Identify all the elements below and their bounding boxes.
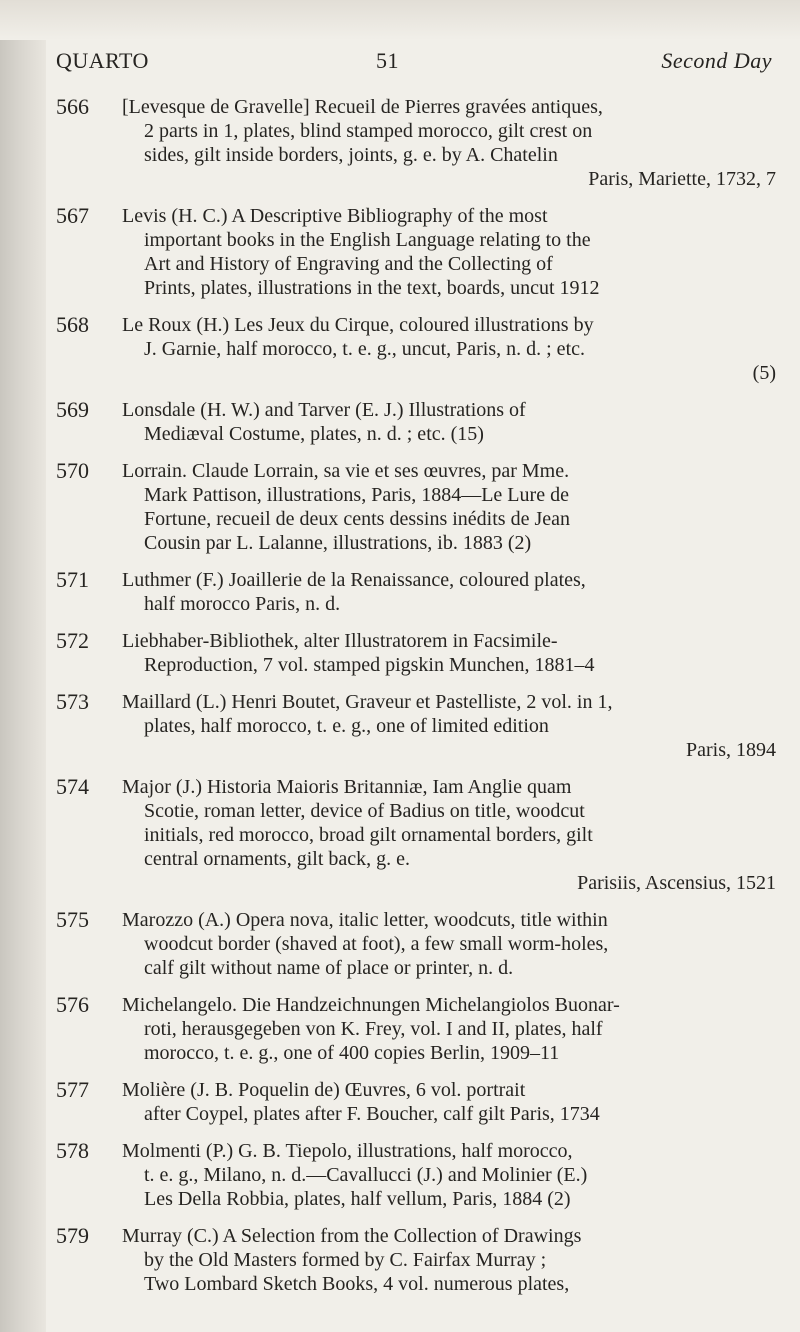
- lot-number: 571: [56, 567, 89, 592]
- description-line: after Coypel, plates after F. Boucher, calf gilt Paris, 1734: [144, 1103, 600, 1125]
- catalogue-entry: [56, 993, 776, 1065]
- description-line: Lorrain. Claude Lorrain, sa vie et ses œuvres, par Mme.: [122, 460, 570, 482]
- description-line: Luthmer (F.) Joaillerie de la Renaissance, coloured plates,: [122, 569, 586, 591]
- description-line: calf gilt without name of place or printer, n. d.: [144, 957, 514, 979]
- header-sale-day: Second Day: [661, 48, 772, 73]
- description-line: Scotie, roman letter, device of Badius on title, woodcut: [144, 800, 585, 822]
- lot-number: 578: [56, 1138, 89, 1163]
- description-line: Molière (J. B. Poquelin de) Œuvres, 6 vol. portrait: [122, 1079, 526, 1101]
- catalogue-entry: [56, 629, 776, 677]
- description-line: Mark Pattison, illustrations, Paris, 1884—Le Lure de: [144, 484, 569, 506]
- description-line: important books in the English Language relating to the: [144, 229, 591, 251]
- lot-description: [122, 568, 776, 616]
- description-line: morocco, t. e. g., one of 400 copies Berlin, 1909–11: [144, 1042, 560, 1064]
- lot-description: [122, 993, 776, 1065]
- description-line: Levis (H. C.) A Descriptive Bibliography of the most: [122, 205, 548, 227]
- description-line: Liebhaber-Bibliothek, alter Illustratorem in Facsimile-: [122, 630, 558, 652]
- lot-number: 579: [56, 1223, 89, 1248]
- description-line: [Levesque de Gravelle] Recueil de Pierres gravées antiques,: [122, 96, 603, 118]
- description-line: Major (J.) Historia Maioris Britanniæ, Iam Anglie quam: [122, 776, 572, 798]
- lot-description: [122, 629, 776, 677]
- catalogue-entry: [56, 1224, 776, 1296]
- lot-number: 572: [56, 628, 89, 653]
- description-line: t. e. g., Milano, n. d.—Cavallucci (J.) and Molinier (E.): [144, 1164, 588, 1186]
- description-line: Two Lombard Sketch Books, 4 vol. numerous plates,: [144, 1273, 570, 1295]
- description-line: Murray (C.) A Selection from the Collection of Drawings: [122, 1225, 582, 1247]
- catalogue-entry: [56, 95, 776, 191]
- description-line: central ornaments, gilt back, g. e.: [144, 848, 411, 870]
- catalogue-entry: [56, 313, 776, 385]
- description-line: sides, gilt inside borders, joints, g. e. by A. Chatelin: [144, 144, 558, 166]
- lot-number: 573: [56, 689, 89, 714]
- catalogue-entry: [56, 908, 776, 980]
- description-line: Maillard (L.) Henri Boutet, Graveur et Pastelliste, 2 vol. in 1,: [122, 691, 613, 713]
- lot-description: [122, 95, 776, 191]
- description-line: Cousin par L. Lalanne, illustrations, ib. 1883 (2): [144, 532, 532, 554]
- catalogue-entry: [56, 690, 776, 762]
- description-line: J. Garnie, half morocco, t. e. g., uncut, Paris, n. d. ; etc.: [144, 338, 585, 360]
- description-line: Prints, plates, illustrations in the text, boards, uncut 1912: [144, 277, 600, 299]
- description-line: 2 parts in 1, plates, blind stamped morocco, gilt crest on: [144, 120, 593, 142]
- catalogue-entry: [56, 398, 776, 446]
- lot-description: [122, 908, 776, 980]
- description-line: Le Roux (H.) Les Jeux du Cirque, coloured illustrations by: [122, 314, 594, 336]
- lot-description: [122, 204, 776, 300]
- lot-description: [122, 1139, 776, 1211]
- catalogue-entry: [56, 568, 776, 616]
- imprint: Parisiis, Ascensius, 1521: [577, 872, 776, 894]
- lot-number: 575: [56, 907, 89, 932]
- page-number: 51: [376, 48, 399, 73]
- lot-number: 574: [56, 774, 89, 799]
- catalogue-entries: [56, 95, 776, 1309]
- imprint: Paris, 1894: [686, 739, 776, 761]
- description-line: Marozzo (A.) Opera nova, italic letter, woodcuts, title within: [122, 909, 608, 931]
- lot-number: 566: [56, 94, 89, 119]
- lot-description: [122, 398, 776, 446]
- description-line: Les Della Robbia, plates, half vellum, Paris, 1884 (2): [144, 1188, 571, 1210]
- catalogue-entry: [56, 1139, 776, 1211]
- description-line: Lonsdale (H. W.) and Tarver (E. J.) Illustrations of: [122, 399, 526, 421]
- catalogue-entry: [56, 1078, 776, 1126]
- description-line: by the Old Masters formed by C. Fairfax Murray ;: [144, 1249, 547, 1271]
- description-line: Michelangelo. Die Handzeichnungen Michelangiolos Buonar-: [122, 994, 620, 1016]
- lot-number: 576: [56, 992, 89, 1017]
- lot-number: 577: [56, 1077, 89, 1102]
- catalogue-entry: [56, 459, 776, 555]
- page-edge-shadow: [0, 0, 46, 1332]
- lot-description: [122, 690, 776, 762]
- description-line: initials, red morocco, broad gilt ornamental borders, gilt: [144, 824, 593, 846]
- imprint: (5): [752, 362, 776, 384]
- catalogue-entry: [56, 204, 776, 300]
- header-section: QUARTO: [56, 48, 149, 73]
- lot-description: [122, 775, 776, 895]
- lot-number: 568: [56, 312, 89, 337]
- imprint: Paris, Mariette, 1732, 7: [588, 168, 776, 190]
- lot-description: [122, 1078, 776, 1126]
- running-header: [56, 48, 772, 78]
- description-line: Reproduction, 7 vol. stamped pigskin Munchen, 1881–4: [144, 654, 595, 676]
- lot-description: [122, 313, 776, 385]
- description-line: Art and History of Engraving and the Collecting of: [144, 253, 553, 275]
- description-line: half morocco Paris, n. d.: [144, 593, 341, 615]
- description-line: woodcut border (shaved at foot), a few small worm-holes,: [144, 933, 609, 955]
- description-line: roti, herausgegeben von K. Frey, vol. I and II, plates, half: [144, 1018, 603, 1040]
- description-line: Molmenti (P.) G. B. Tiepolo, illustrations, half morocco,: [122, 1140, 573, 1162]
- lot-number: 567: [56, 203, 89, 228]
- catalogue-entry: [56, 775, 776, 895]
- description-line: Fortune, recueil de deux cents dessins inédits de Jean: [144, 508, 570, 530]
- description-line: plates, half morocco, t. e. g., one of limited edition: [144, 715, 549, 737]
- page-top-shadow: [0, 0, 800, 40]
- lot-number: 570: [56, 458, 89, 483]
- lot-number: 569: [56, 397, 89, 422]
- description-line: Mediæval Costume, plates, n. d. ; etc. (15): [144, 423, 484, 445]
- lot-description: [122, 459, 776, 555]
- lot-description: [122, 1224, 776, 1296]
